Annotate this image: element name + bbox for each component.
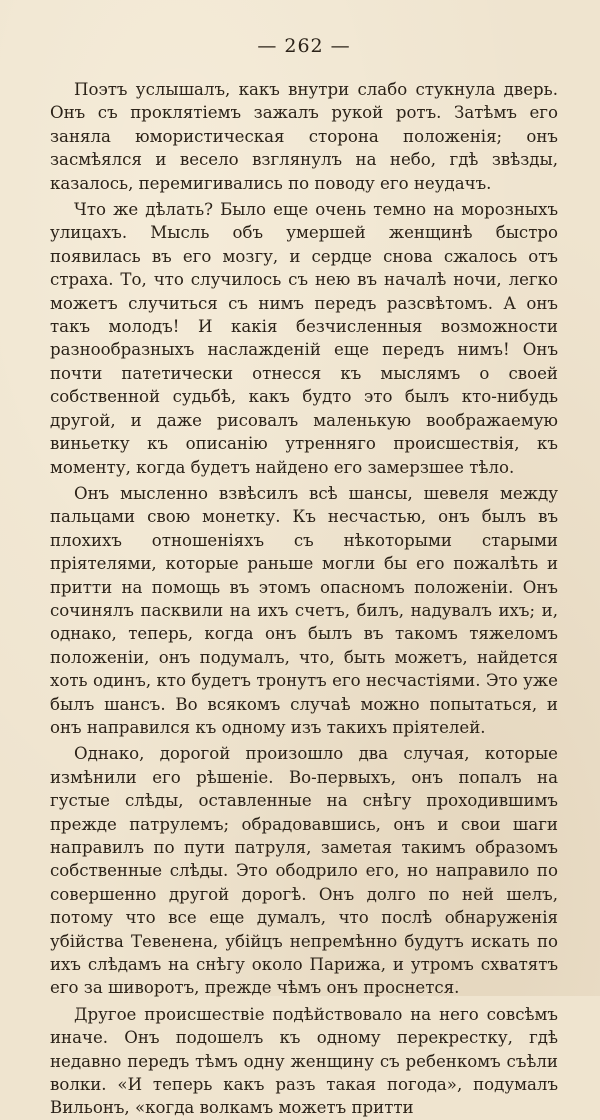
paragraph-4: Однако, дорогой произошло два случая, которые измѣнили его рѣшеніе. Во-первыхъ, онъ попалъ на густые слѣды, оставленные на снѣгу проходившимъ прежде патрулемъ; обрадовавшись, онъ и свои шаги направилъ по пути патруля, заметая такимъ образомъ собственные слѣды. Это ободрило его, но направило по совершенно другой дорогѣ. Онъ долго по ней шелъ, потому что все еще думалъ, что послѣ обнаруженія убійства Тевенена, убійцъ непремѣнно будутъ искать по ихъ слѣдамъ на снѣгу около Парижа, и утромъ схватятъ его за шиворотъ, прежде чѣмъ онъ проснется. — [50, 744, 558, 998]
page-number: — 262 — — [257, 35, 351, 57]
paragraph-1: Поэтъ услышалъ, какъ внутри слабо стукнула дверь. Онъ съ проклятіемъ зажалъ рукой ротъ. Затѣмъ его заняла юмористическая сторона положенія; онъ засмѣялся и весело взглянулъ на небо, гдѣ звѣзды, казалось, перемигивались по поводу его неудачъ. — [50, 80, 558, 193]
paragraph-3: Онъ мысленно взвѣсилъ всѣ шансы, шевеля между пальцами свою монетку. Къ несчастью, онъ былъ въ плохихъ отношеніяхъ съ нѣкоторыми старыми пріятелями, которые раньше могли бы его пожалѣть и притти на помощь въ этомъ опасномъ положеніи. Онъ сочинялъ пасквили на ихъ счетъ, билъ, надувалъ ихъ; и, однако, теперь, когда онъ былъ въ такомъ тяжеломъ положеніи, онъ подумалъ, что, быть можетъ, найдется хоть одинъ, кто будетъ тронутъ его несчастіями. Это уже былъ шансъ. Во всякомъ случаѣ можно попытаться, и онъ направился къ одному изъ такихъ пріятелей. — [50, 483, 558, 737]
paragraph-5: Другое происшествіе подѣйствовало на него совсѣмъ иначе. Онъ подошелъ къ одному перекрестку, гдѣ недавно передъ тѣмъ одну женщину съ ребенкомъ съѣли волки. «И теперь какъ разъ такая погода», подумалъ Вильонъ, «когда волкамъ можетъ притти — [50, 1004, 558, 1118]
paragraph-2: Что же дѣлать? Было еще очень темно на морозныхъ улицахъ. Мысль объ умершей женщинѣ быстро появилась въ его мозгу, и сердце снова сжалось отъ страха. То, что случилось съ нею въ началѣ ночи, легко можетъ случиться съ нимъ передъ разсвѣтомъ. А онъ такъ молодъ! И какія безчисленныя возможности разнообразныхъ наслажденій еще передъ нимъ! Онъ почти патетически отнесся къ мыслямъ о своей собственной судьбѣ, какъ будто это былъ кто-нибудь другой, и даже рисовалъ маленькую воображаемую виньетку къ описанію утренняго происшествія, къ моменту, когда будетъ найдено его замерзшее тѣло. — [50, 200, 558, 477]
